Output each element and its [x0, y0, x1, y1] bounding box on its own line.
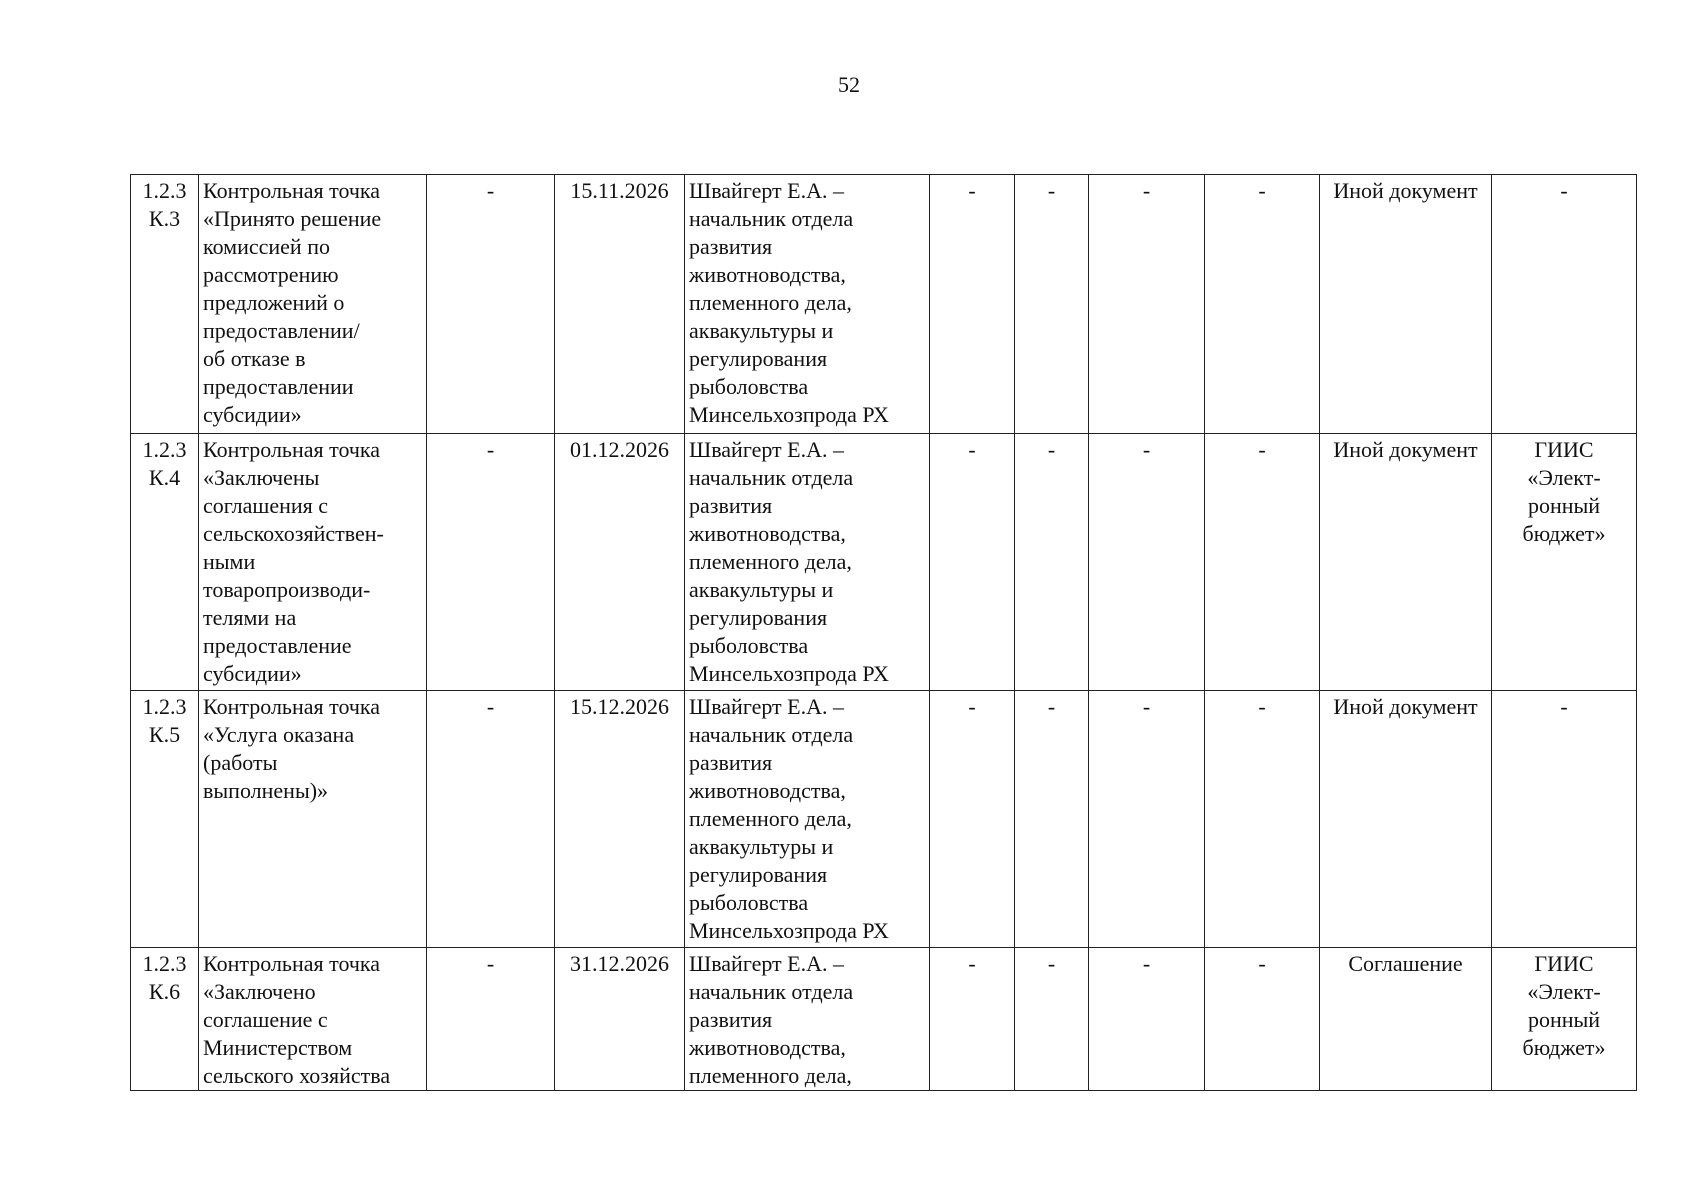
cell-c6: - — [930, 175, 1015, 434]
table-row — [131, 691, 1637, 948]
cell-responsible: Швайгерт Е.А. – начальник отдела развития животноводства, племенного дела, аквакультуры и регулирования рыболовства Минсельхозпрода РХ — [685, 434, 930, 691]
cell-c8: - — [1089, 175, 1205, 434]
cell-end: 01.12.2026 — [555, 434, 685, 691]
cell-name: Контрольная точка «Принято решение комиссией по рассмотрению предложений о предоставлении/ об отказе в предоставлении субсидии» — [199, 175, 427, 434]
cell-c6: - — [930, 691, 1015, 948]
cell-responsible: Швайгерт Е.А. – начальник отдела развития животноводства, племенного дела, аквакультуры и регулирования рыболовства Минсельхозпрода РХ — [685, 175, 930, 434]
control-points-table — [130, 174, 1637, 1091]
table-row — [131, 175, 1637, 434]
cell-c9: - — [1205, 175, 1320, 434]
cell-id: 1.2.3 К.5 — [131, 691, 199, 948]
cell-doc-type: Иной документ — [1320, 434, 1492, 691]
cell-c9: - — [1205, 691, 1320, 948]
cell-c8: - — [1089, 691, 1205, 948]
cell-c9: - — [1205, 948, 1320, 1091]
cell-name: Контрольная точка «Заключены соглашения с сельскохозяйствен- ными товаропроизводи- телями на предоставление субсидии» — [199, 434, 427, 691]
cell-system: - — [1492, 175, 1637, 434]
cell-c7: - — [1015, 434, 1089, 691]
cell-doc-type: Иной документ — [1320, 175, 1492, 434]
table-row — [131, 434, 1637, 691]
cell-end: 31.12.2026 — [555, 948, 685, 1091]
cell-c7: - — [1015, 175, 1089, 434]
cell-end: 15.12.2026 — [555, 691, 685, 948]
cell-c6: - — [930, 434, 1015, 691]
cell-start: - — [427, 434, 555, 691]
cell-end: 15.11.2026 — [555, 175, 685, 434]
cell-start: - — [427, 175, 555, 434]
cell-c6: - — [930, 948, 1015, 1091]
cell-doc-type: Иной документ — [1320, 691, 1492, 948]
cell-c9: - — [1205, 434, 1320, 691]
cell-responsible: Швайгерт Е.А. – начальник отдела развития животноводства, племенного дела, — [685, 948, 930, 1091]
cell-name: Контрольная точка «Услуга оказана (работы выполнены)» — [199, 691, 427, 948]
cell-id: 1.2.3 К.6 — [131, 948, 199, 1091]
cell-system: - — [1492, 691, 1637, 948]
table-row — [131, 948, 1637, 1091]
cell-c7: - — [1015, 691, 1089, 948]
cell-id: 1.2.3 К.4 — [131, 434, 199, 691]
cell-doc-type: Соглашение — [1320, 948, 1492, 1091]
cell-name: Контрольная точка «Заключено соглашение с Министерством сельского хозяйства — [199, 948, 427, 1091]
cell-id: 1.2.3 К.3 — [131, 175, 199, 434]
cell-c8: - — [1089, 948, 1205, 1091]
cell-responsible: Швайгерт Е.А. – начальник отдела развития животноводства, племенного дела, аквакультуры и регулирования рыболовства Минсельхозпрода РХ — [685, 691, 930, 948]
cell-system: ГИИС «Элект- ронный бюджет» — [1492, 434, 1637, 691]
cell-start: - — [427, 691, 555, 948]
cell-c7: - — [1015, 948, 1089, 1091]
page-number: 52 — [838, 72, 860, 97]
cell-c8: - — [1089, 434, 1205, 691]
cell-system: ГИИС «Элект- ронный бюджет» — [1492, 948, 1637, 1091]
cell-start: - — [427, 948, 555, 1091]
